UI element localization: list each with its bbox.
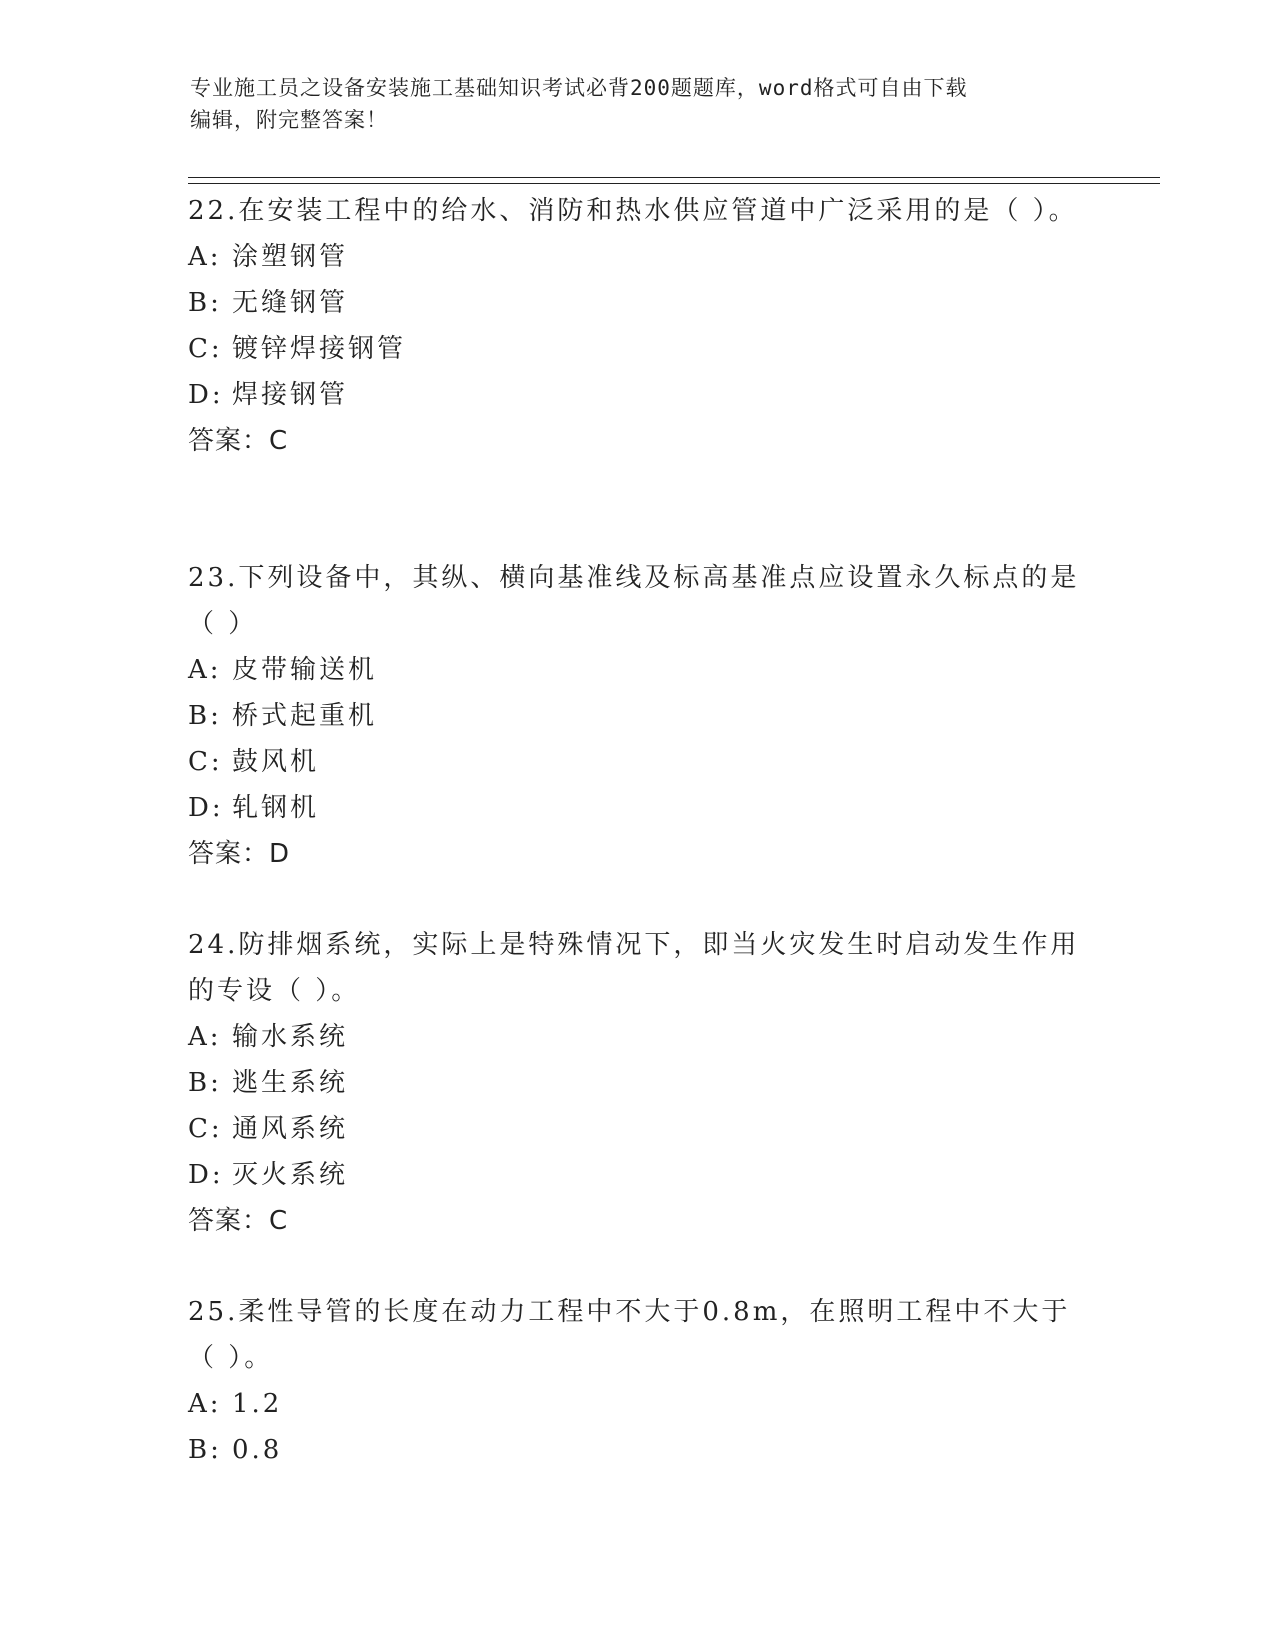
- option-text: 涂塑钢管: [232, 242, 349, 272]
- option-key: A:: [188, 1389, 222, 1419]
- question-stem: 24.防排烟系统，实际上是特殊情况下，即当火灾发生时启动发生作用的专设（ ）。: [188, 930, 1080, 1006]
- question-25: [188, 1289, 1088, 1473]
- option-text: 逃生系统: [232, 1068, 349, 1098]
- option-b: [188, 693, 1088, 739]
- option-key: B:: [188, 1435, 222, 1465]
- option-c: [188, 739, 1088, 785]
- option-key: A:: [188, 1022, 222, 1052]
- answer-line: 答案：C: [188, 1206, 289, 1236]
- option-b: [188, 1427, 1088, 1473]
- option-text: 镀锌焊接钢管: [232, 334, 407, 364]
- option-b: [188, 1060, 1088, 1106]
- option-key: D:: [188, 380, 224, 410]
- option-c: [188, 326, 1088, 372]
- option-text: 灭火系统: [232, 1160, 349, 1190]
- option-key: A:: [188, 242, 222, 272]
- option-key: B:: [188, 288, 222, 318]
- option-text: 轧钢机: [232, 793, 320, 823]
- question-23: [188, 555, 1088, 877]
- option-text: 输水系统: [232, 1022, 349, 1052]
- option-a: [188, 234, 1088, 280]
- option-key: B:: [188, 1068, 222, 1098]
- option-a: [188, 647, 1088, 693]
- option-key: C:: [188, 747, 223, 777]
- option-d: [188, 785, 1088, 831]
- header-title-line-1: 专业施工员之设备安装施工基础知识考试必背200题题库，word格式可自由下载: [190, 76, 968, 100]
- question-stem: 25.柔性导管的长度在动力工程中不大于0.8m，在照明工程中不大于（ ）。: [188, 1297, 1071, 1373]
- header-divider-bottom: [188, 183, 1160, 184]
- answer-line: 答案：C: [188, 426, 289, 456]
- option-d: [188, 1152, 1088, 1198]
- option-a: [188, 1381, 1088, 1427]
- answer-line: 答案：D: [188, 839, 291, 869]
- option-d: [188, 372, 1088, 418]
- option-text: 皮带输送机: [232, 655, 378, 685]
- option-text: 通风系统: [232, 1114, 349, 1144]
- option-b: [188, 280, 1088, 326]
- option-text: 桥式起重机: [232, 701, 378, 731]
- document-header: [190, 72, 1090, 136]
- header-divider-top: [188, 177, 1160, 178]
- option-text: 0.8: [232, 1435, 283, 1465]
- option-c: [188, 1106, 1088, 1152]
- option-text: 无缝钢管: [232, 288, 349, 318]
- option-key: D:: [188, 1160, 224, 1190]
- option-key: C:: [188, 1114, 223, 1144]
- option-a: [188, 1014, 1088, 1060]
- question-22: [188, 188, 1088, 464]
- option-key: C:: [188, 334, 223, 364]
- option-key: B:: [188, 701, 222, 731]
- option-key: A:: [188, 655, 222, 685]
- question-stem: 23.下列设备中，其纵、横向基准线及标高基准点应设置永久标点的是（ ）: [188, 563, 1080, 639]
- header-title-line-2: 编辑，附完整答案！: [190, 108, 388, 132]
- question-24: [188, 922, 1088, 1244]
- question-stem: 22.在安装工程中的给水、消防和热水供应管道中广泛采用的是（ ）。: [188, 196, 1078, 226]
- option-text: 1.2: [232, 1389, 283, 1419]
- option-text: 焊接钢管: [232, 380, 349, 410]
- option-key: D:: [188, 793, 224, 823]
- option-text: 鼓风机: [232, 747, 320, 777]
